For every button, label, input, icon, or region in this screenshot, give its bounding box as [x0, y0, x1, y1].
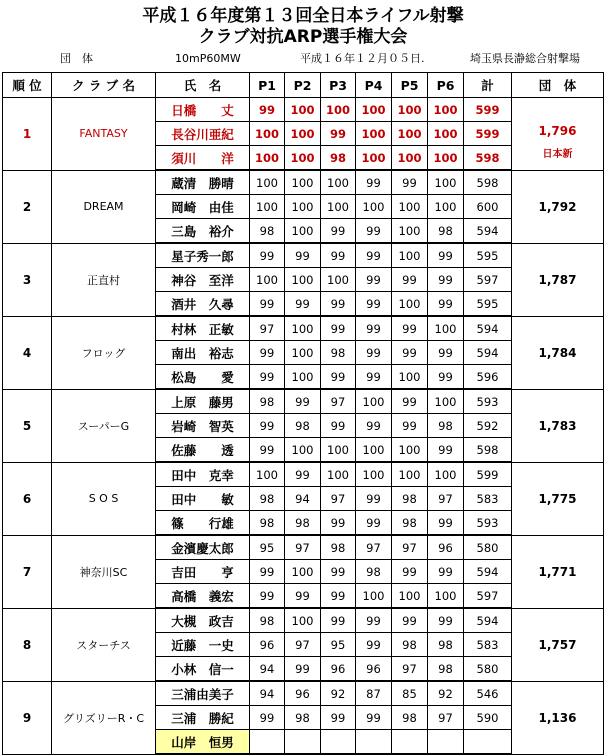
- series-score-cell: 99: [356, 292, 392, 317]
- series-score-cell: 98: [428, 633, 464, 657]
- series-score-cell: 100: [356, 584, 392, 609]
- shooter-name-cell: 長谷川亜紀: [156, 122, 250, 146]
- shooter-name-cell: 田中 敏: [156, 487, 250, 511]
- series-score-cell: 99: [428, 292, 464, 317]
- shooter-name-cell: 三島 裕介: [156, 219, 250, 244]
- series-score-cell: 96: [250, 633, 285, 657]
- rank-cell: 3: [3, 243, 52, 316]
- club-name-cell: S O S: [52, 462, 156, 535]
- shooter-name-cell: 吉田 亨: [156, 560, 250, 584]
- individual-total-cell: 592: [464, 414, 512, 438]
- series-score-cell: 98: [428, 219, 464, 244]
- rank-cell: 2: [3, 170, 52, 243]
- team-total-cell: [512, 462, 604, 535]
- series-score-cell: 98: [321, 535, 356, 560]
- rank-cell: 9: [3, 681, 52, 754]
- series-score-cell: 94: [250, 657, 285, 682]
- series-score-cell: 99: [285, 389, 321, 414]
- series-score-cell: 100: [250, 268, 285, 292]
- shooter-name-cell: 蔵清 勝晴: [156, 170, 250, 195]
- shooter-name-cell: 須川 洋: [156, 146, 250, 171]
- series-score-cell: 100: [285, 341, 321, 365]
- rank-cell: 5: [3, 389, 52, 462]
- series-score-cell: 94: [250, 681, 285, 706]
- table-row: [3, 389, 604, 414]
- series-score-cell: 100: [356, 438, 392, 463]
- shooter-name-cell: 岩崎 智英: [156, 414, 250, 438]
- series-score-cell: 98: [250, 511, 285, 536]
- series-score-cell: 100: [428, 146, 464, 171]
- individual-total-cell: 546: [464, 681, 512, 706]
- table-row: [3, 243, 604, 268]
- series-score-cell: 99: [356, 487, 392, 511]
- column-header: 団 体: [512, 73, 604, 98]
- individual-total-cell: 597: [464, 268, 512, 292]
- series-score-cell: 100: [428, 122, 464, 146]
- series-score-cell: 100: [285, 170, 321, 195]
- team-total-cell: [512, 316, 604, 389]
- series-score-cell: 99: [392, 170, 428, 195]
- series-score-cell: 100: [392, 584, 428, 609]
- series-score-cell: 92: [428, 681, 464, 706]
- series-score-cell: 100: [250, 170, 285, 195]
- individual-total-cell: 598: [464, 146, 512, 171]
- series-score-cell: 100: [285, 608, 321, 633]
- shooter-name-cell: 三浦 勝紀: [156, 706, 250, 730]
- individual-total-cell: [464, 730, 512, 755]
- series-score-cell: 99: [250, 414, 285, 438]
- column-header: P5: [392, 73, 428, 98]
- series-score-cell: 99: [428, 365, 464, 390]
- shooter-name-cell: 小林 信一: [156, 657, 250, 682]
- series-score-cell: 99: [321, 316, 356, 341]
- series-score-cell: 99: [392, 560, 428, 584]
- individual-total-cell: 595: [464, 243, 512, 268]
- series-score-cell: 100: [250, 462, 285, 487]
- series-score-cell: 97: [356, 535, 392, 560]
- series-score-cell: 97: [285, 535, 321, 560]
- shooter-name-cell: 大槻 政吉: [156, 608, 250, 633]
- series-score-cell: 100: [392, 462, 428, 487]
- series-score-cell: 99: [321, 511, 356, 536]
- series-score-cell: 98: [356, 560, 392, 584]
- series-score-cell: 100: [356, 98, 392, 122]
- series-score-cell: 98: [321, 146, 356, 171]
- shooter-name-cell: 日橋 丈: [156, 98, 250, 122]
- individual-total-cell: 583: [464, 633, 512, 657]
- series-score-cell: 99: [356, 243, 392, 268]
- series-score-cell: 99: [428, 438, 464, 463]
- series-score-cell: 99: [250, 706, 285, 730]
- team-total-cell: [512, 389, 604, 462]
- series-score-cell: 98: [285, 706, 321, 730]
- series-score-cell: 100: [321, 170, 356, 195]
- series-score-cell: 99: [285, 657, 321, 682]
- series-score-cell: 99: [392, 341, 428, 365]
- rank-cell: 8: [3, 608, 52, 681]
- series-score-cell: 99: [250, 365, 285, 390]
- shooter-name-cell: 南出 裕志: [156, 341, 250, 365]
- shooter-name-cell: 神谷 至洋: [156, 268, 250, 292]
- series-score-cell: 99: [392, 608, 428, 633]
- record-badge: 日本新: [542, 148, 573, 160]
- team-total-value: 1,771: [538, 564, 577, 579]
- individual-total-cell: 594: [464, 560, 512, 584]
- shooter-name-cell: 山岸 恒男: [156, 730, 250, 755]
- team-total-value: 1,775: [538, 491, 577, 506]
- individual-total-cell: 600: [464, 195, 512, 219]
- club-name-cell: FANTASY: [52, 98, 156, 171]
- series-score-cell: 97: [392, 657, 428, 682]
- series-score-cell: 99: [356, 608, 392, 633]
- event-code: 10mP60MW: [175, 52, 241, 65]
- series-score-cell: 100: [392, 219, 428, 244]
- club-name-cell: 神奈川SC: [52, 535, 156, 608]
- team-total-value: 1,796: [538, 123, 577, 138]
- series-score-cell: 99: [356, 268, 392, 292]
- shooter-name-cell: 酒井 久尋: [156, 292, 250, 317]
- series-score-cell: 92: [321, 681, 356, 706]
- series-score-cell: 99: [392, 389, 428, 414]
- club-name-cell: 正直村: [52, 243, 156, 316]
- rank-cell: 7: [3, 535, 52, 608]
- series-score-cell: 99: [285, 584, 321, 609]
- series-score-cell: 99: [285, 292, 321, 317]
- series-score-cell: 95: [321, 633, 356, 657]
- series-score-cell: 100: [428, 584, 464, 609]
- series-score-cell: [428, 730, 464, 755]
- series-score-cell: 99: [321, 365, 356, 390]
- individual-total-cell: 590: [464, 706, 512, 730]
- series-score-cell: 99: [356, 341, 392, 365]
- series-score-cell: 100: [356, 195, 392, 219]
- column-header: P2: [285, 73, 321, 98]
- series-score-cell: 99: [321, 292, 356, 317]
- series-score-cell: 100: [356, 389, 392, 414]
- series-score-cell: 97: [392, 535, 428, 560]
- team-total-cell: [512, 681, 604, 754]
- column-header: ク ラ ブ 名: [52, 73, 156, 98]
- series-score-cell: 100: [321, 98, 356, 122]
- series-score-cell: 99: [392, 316, 428, 341]
- series-score-cell: 99: [356, 414, 392, 438]
- series-score-cell: 100: [285, 365, 321, 390]
- series-score-cell: 100: [428, 462, 464, 487]
- shooter-name-cell: 佐藤 透: [156, 438, 250, 463]
- series-score-cell: 100: [392, 438, 428, 463]
- club-name-cell: フロッグ: [52, 316, 156, 389]
- series-score-cell: 99: [428, 608, 464, 633]
- series-score-cell: 99: [321, 243, 356, 268]
- column-header: P4: [356, 73, 392, 98]
- series-score-cell: 98: [428, 414, 464, 438]
- series-score-cell: 99: [321, 219, 356, 244]
- column-header: 順 位: [3, 73, 52, 98]
- series-score-cell: 99: [250, 243, 285, 268]
- team-total-value: 1,783: [538, 418, 577, 433]
- category-label: 団 体: [60, 52, 93, 65]
- series-score-cell: 100: [285, 195, 321, 219]
- individual-total-cell: 594: [464, 316, 512, 341]
- series-score-cell: 99: [321, 584, 356, 609]
- series-score-cell: 99: [356, 511, 392, 536]
- shooter-name-cell: 高橋 義宏: [156, 584, 250, 609]
- series-score-cell: 99: [250, 560, 285, 584]
- series-score-cell: 98: [250, 389, 285, 414]
- individual-total-cell: 596: [464, 365, 512, 390]
- table-row: [3, 98, 604, 122]
- team-total-cell: [512, 170, 604, 243]
- series-score-cell: 97: [250, 316, 285, 341]
- series-score-cell: 100: [321, 268, 356, 292]
- series-score-cell: 97: [285, 633, 321, 657]
- individual-total-cell: 599: [464, 462, 512, 487]
- series-score-cell: 100: [250, 146, 285, 171]
- series-score-cell: 99: [321, 414, 356, 438]
- series-score-cell: [321, 730, 356, 755]
- series-score-cell: 97: [321, 487, 356, 511]
- column-header: P1: [250, 73, 285, 98]
- series-score-cell: 99: [356, 365, 392, 390]
- shooter-name-cell: 金濱慶太郎: [156, 535, 250, 560]
- series-score-cell: 100: [428, 170, 464, 195]
- series-score-cell: 98: [285, 414, 321, 438]
- series-score-cell: 100: [392, 146, 428, 171]
- series-score-cell: 99: [321, 706, 356, 730]
- series-score-cell: 98: [321, 341, 356, 365]
- series-score-cell: 100: [392, 98, 428, 122]
- series-score-cell: 99: [356, 706, 392, 730]
- individual-total-cell: 594: [464, 341, 512, 365]
- page-subtitle: クラブ対抗ARP選手権大会: [198, 27, 408, 47]
- series-score-cell: 100: [285, 316, 321, 341]
- rank-cell: 1: [3, 98, 52, 171]
- series-score-cell: 96: [428, 535, 464, 560]
- series-score-cell: 98: [392, 706, 428, 730]
- series-score-cell: 100: [321, 438, 356, 463]
- series-score-cell: 87: [356, 681, 392, 706]
- series-score-cell: 98: [250, 608, 285, 633]
- team-total-value: 1,792: [538, 199, 577, 214]
- shooter-name-cell: 松島 愛: [156, 365, 250, 390]
- series-score-cell: 99: [285, 462, 321, 487]
- table-row: [3, 462, 604, 487]
- series-score-cell: 99: [250, 584, 285, 609]
- series-score-cell: 100: [285, 98, 321, 122]
- series-score-cell: 99: [285, 243, 321, 268]
- rank-cell: 4: [3, 316, 52, 389]
- series-score-cell: 100: [285, 560, 321, 584]
- series-score-cell: 100: [392, 243, 428, 268]
- series-score-cell: 100: [392, 292, 428, 317]
- club-name-cell: DREAM: [52, 170, 156, 243]
- series-score-cell: 100: [285, 268, 321, 292]
- club-name-cell: スターチス: [52, 608, 156, 681]
- series-score-cell: 100: [321, 195, 356, 219]
- column-header: P6: [428, 73, 464, 98]
- header-row: [3, 73, 604, 98]
- club-name-cell: グリズリーR・C: [52, 681, 156, 754]
- series-score-cell: 99: [356, 633, 392, 657]
- series-score-cell: 100: [321, 462, 356, 487]
- shooter-name-cell: 村林 正敏: [156, 316, 250, 341]
- series-score-cell: [392, 730, 428, 755]
- table-row: [3, 170, 604, 195]
- individual-total-cell: 580: [464, 535, 512, 560]
- series-score-cell: 98: [428, 657, 464, 682]
- rank-cell: 6: [3, 462, 52, 535]
- individual-total-cell: 598: [464, 438, 512, 463]
- venue-label: 埼玉県長瀞総合射撃場: [470, 52, 580, 65]
- results-table: [2, 72, 604, 755]
- individual-total-cell: 598: [464, 170, 512, 195]
- series-score-cell: 96: [321, 657, 356, 682]
- series-score-cell: 100: [285, 219, 321, 244]
- series-score-cell: 99: [321, 122, 356, 146]
- page-title: 平成１６年度第１３回全日本ライフル射撃: [142, 6, 464, 26]
- series-score-cell: 100: [428, 389, 464, 414]
- series-score-cell: 98: [250, 219, 285, 244]
- shooter-name-cell: 田中 克幸: [156, 462, 250, 487]
- individual-total-cell: 594: [464, 219, 512, 244]
- individual-total-cell: 593: [464, 511, 512, 536]
- individual-total-cell: 599: [464, 122, 512, 146]
- series-score-cell: 99: [428, 341, 464, 365]
- series-score-cell: 95: [250, 535, 285, 560]
- team-total-value: 1,787: [538, 272, 577, 287]
- shooter-name-cell: 篠 行雄: [156, 511, 250, 536]
- series-score-cell: 99: [392, 268, 428, 292]
- series-score-cell: 100: [250, 195, 285, 219]
- series-score-cell: 100: [285, 438, 321, 463]
- series-score-cell: 98: [285, 511, 321, 536]
- series-score-cell: 97: [321, 389, 356, 414]
- shooter-name-cell: 三浦由美子: [156, 681, 250, 706]
- series-score-cell: 85: [392, 681, 428, 706]
- series-score-cell: 99: [250, 438, 285, 463]
- table-row: [3, 608, 604, 633]
- series-score-cell: 100: [428, 195, 464, 219]
- series-score-cell: 100: [392, 122, 428, 146]
- series-score-cell: 100: [428, 98, 464, 122]
- series-score-cell: 98: [392, 633, 428, 657]
- series-score-cell: 100: [392, 195, 428, 219]
- team-total-cell: [512, 243, 604, 316]
- series-score-cell: 99: [428, 511, 464, 536]
- series-score-cell: 100: [356, 462, 392, 487]
- individual-total-cell: 593: [464, 389, 512, 414]
- individual-total-cell: 595: [464, 292, 512, 317]
- series-score-cell: 99: [321, 560, 356, 584]
- series-score-cell: 99: [356, 316, 392, 341]
- series-score-cell: 97: [428, 706, 464, 730]
- series-score-cell: 100: [392, 365, 428, 390]
- team-total-cell: [512, 98, 604, 171]
- individual-total-cell: 594: [464, 608, 512, 633]
- individual-total-cell: 597: [464, 584, 512, 609]
- column-header: 計: [464, 73, 512, 98]
- series-score-cell: 99: [250, 292, 285, 317]
- series-score-cell: 98: [250, 487, 285, 511]
- team-total-cell: [512, 608, 604, 681]
- column-header: 氏 名: [156, 73, 250, 98]
- series-score-cell: 100: [356, 146, 392, 171]
- series-score-cell: 98: [392, 511, 428, 536]
- column-header: P3: [321, 73, 356, 98]
- series-score-cell: 99: [321, 608, 356, 633]
- series-score-cell: 99: [428, 243, 464, 268]
- series-score-cell: 99: [250, 341, 285, 365]
- series-score-cell: 99: [392, 414, 428, 438]
- table-row: [3, 535, 604, 560]
- series-score-cell: 100: [356, 122, 392, 146]
- series-score-cell: 99: [428, 268, 464, 292]
- series-score-cell: 96: [285, 681, 321, 706]
- series-score-cell: 99: [356, 170, 392, 195]
- team-total-value: 1,784: [538, 345, 577, 360]
- series-score-cell: [250, 730, 285, 755]
- shooter-name-cell: 星子秀一郎: [156, 243, 250, 268]
- series-score-cell: 100: [428, 316, 464, 341]
- club-name-cell: スーパーG: [52, 389, 156, 462]
- shooter-name-cell: 上原 藤男: [156, 389, 250, 414]
- series-score-cell: 98: [392, 487, 428, 511]
- series-score-cell: 99: [250, 98, 285, 122]
- team-total-value: 1,136: [538, 710, 577, 725]
- shooter-name-cell: 近藤 一史: [156, 633, 250, 657]
- team-total-cell: [512, 535, 604, 608]
- series-score-cell: [285, 730, 321, 755]
- individual-total-cell: 599: [464, 98, 512, 122]
- series-score-cell: 99: [356, 219, 392, 244]
- series-score-cell: 94: [285, 487, 321, 511]
- series-score-cell: 99: [428, 560, 464, 584]
- series-score-cell: 96: [356, 657, 392, 682]
- individual-total-cell: 583: [464, 487, 512, 511]
- series-score-cell: 97: [428, 487, 464, 511]
- event-date: 平成１６年１２月０５日.: [300, 52, 425, 65]
- series-score-cell: 100: [250, 122, 285, 146]
- series-score-cell: 100: [285, 146, 321, 171]
- table-row: [3, 681, 604, 706]
- table-row: [3, 316, 604, 341]
- shooter-name-cell: 岡崎 由佳: [156, 195, 250, 219]
- individual-total-cell: 580: [464, 657, 512, 682]
- team-total-value: 1,757: [538, 637, 577, 652]
- series-score-cell: 100: [285, 122, 321, 146]
- series-score-cell: [356, 730, 392, 755]
